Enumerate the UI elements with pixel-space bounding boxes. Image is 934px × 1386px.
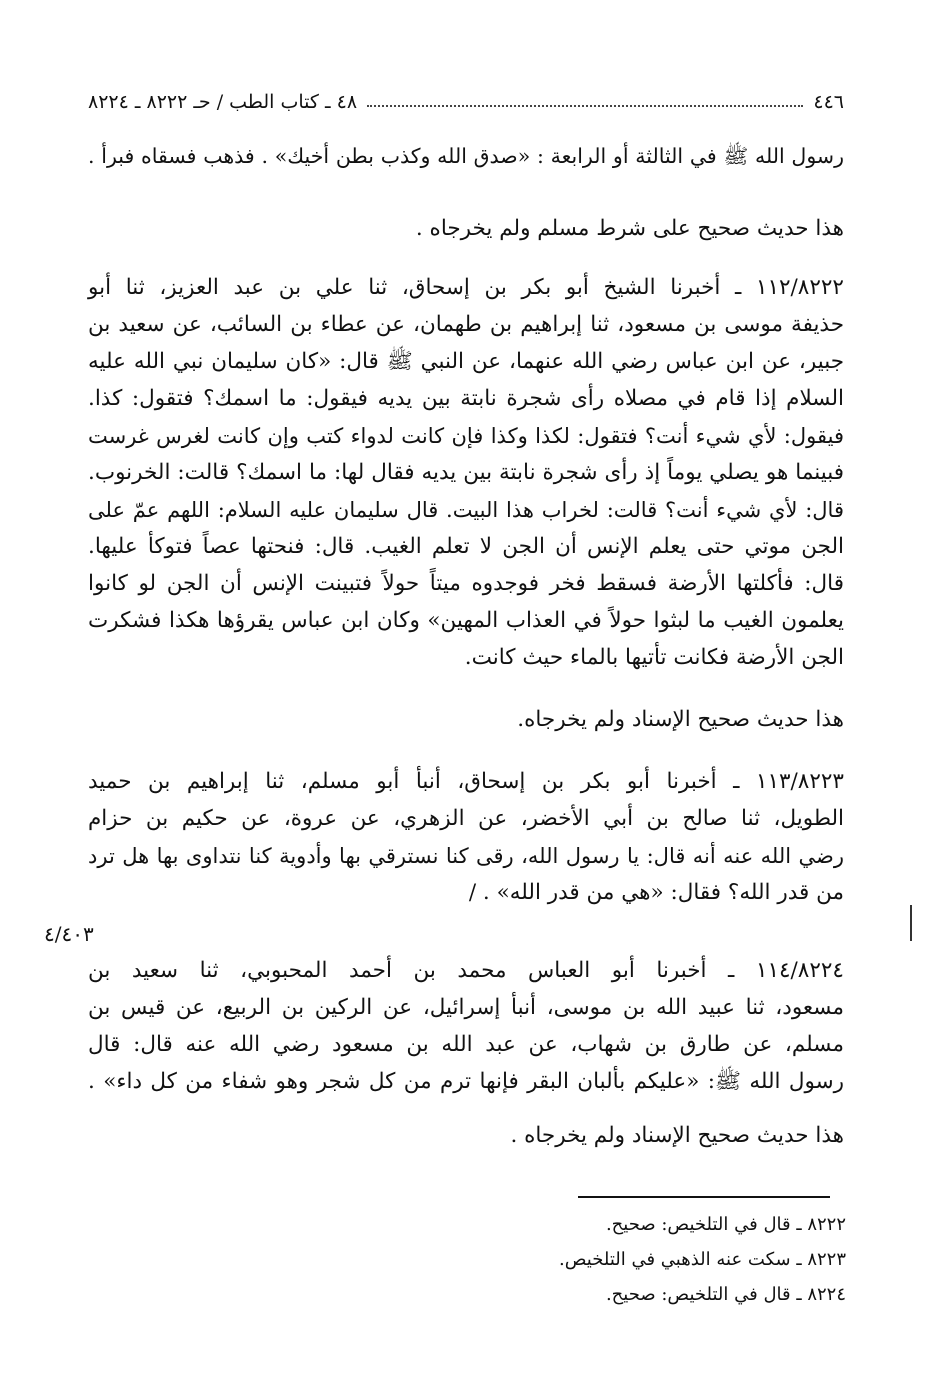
footnote-divider — [578, 1196, 830, 1198]
text-line: قال: لأي شيء أنت؟ قالت: لخراب هذا البيت. قال سليمان عليه السلام: اللهم عمّ على — [88, 498, 844, 522]
text-line: الجن موتي حتى يعلم الإنس أن الجن لا تعلم الغيب. قال: فنحتها عصاً فتوكأ عليها. — [88, 534, 844, 559]
text-line: حذيفة موسى بن مسعود، ثنا إبراهيم بن طهمان، عن عطاء بن السائب، عن سعيد بن — [88, 312, 844, 337]
text-line: الجن الأرضة فكانت تأتيها بالماء حيث كانت. — [464, 645, 844, 670]
text-line: رسول الله ﷺ: «عليكم بألبان البقر فإنها ترم من كل شجر وهو شفاء من كل داء» . — [88, 1069, 844, 1094]
text-line: يعلمون الغيب ما لبثوا حولاً في العذاب المهين» وكان ابن عباس يقرؤها هكذا فشكرت — [88, 608, 844, 633]
margin-marker-bar — [910, 905, 912, 941]
text-line: فبينما هو يصلي يوماً إذ رأى شجرة نابتة بين يديه فقال لها: ما اسمك؟ قالت: الخرنوب. — [88, 460, 844, 485]
hadith-8223-line: ١١٣/٨٢٢٣ ـ أخبرنا أبو بكر بن إسحاق، أنبأ أبو مسلم، ثنا إبراهيم بن حميد — [88, 769, 844, 794]
text-line: من قدر الله؟ فقال: «هي من قدر الله» . / — [468, 880, 844, 905]
text-line: رسول الله ﷺ في الثالثة أو الرابعة : «صدق الله وكذب بطن أخيك» . فذهب فسقاه فبرأ . — [88, 144, 844, 168]
header-dot-leader — [367, 105, 803, 107]
text-line: مسلم، عن طارق بن شهاب، عن عبد الله بن مسعود رضي الله عنه قال: قال — [88, 1032, 844, 1057]
margin-page-reference: ٤/٤٠٣ — [44, 922, 94, 946]
text-line: جبير، عن ابن عباس رضي الله عنهما، عن النبي ﷺ قال: «كان سليمان نبي الله عليه — [88, 349, 844, 374]
text-line: مسعود، ثنا عبيد الله بن موسى، أنبأ إسرائيل، عن الركين بن الربيع، عن قيس بن — [88, 995, 844, 1020]
page-header — [88, 86, 844, 118]
footnote-8223: ٨٢٢٣ ـ سكت عنه الذهبي في التلخيص. — [559, 1249, 846, 1270]
footnote-8222: ٨٢٢٢ ـ قال في التلخيص: صحيح. — [605, 1214, 846, 1235]
hadith-8224-line: ١١٤/٨٢٢٤ ـ أخبرنا أبو العباس محمد بن أحمد المحبوبي، ثنا سعيد بن — [88, 958, 844, 983]
text-line: رضي الله عنه أنه قال: يا رسول الله، رقى كنا نسترقي بها وأدوية كنا نتداوى بها هل ترد — [88, 844, 845, 868]
verdict-line: هذا حديث صحيح الإسناد ولم يخرجاه . — [510, 1123, 844, 1148]
text-line: السلام إذا قام في مصلاه رأى شجرة نابتة بين يديه فيقول: ما اسمك؟ فتقول: كذا. — [88, 386, 845, 411]
running-title: ٤٨ ـ كتاب الطب / حـ ٨٢٢٢ ـ ٨٢٢٤ — [88, 91, 358, 113]
hadith-8222-line: ١١٢/٨٢٢٢ ـ أخبرنا الشيخ أبو بكر بن إسحاق، ثنا علي بن عبد العزيز، ثنا أبو — [88, 275, 844, 300]
text-line: الطويل، ثنا صالح بن أبي الأخضر، عن الزهري، عن عروة، عن حكيم بن حزام — [88, 806, 844, 831]
verdict-line: هذا حديث صحيح الإسناد ولم يخرجاه. — [517, 707, 844, 732]
text-line: فيقول: لأي شيء أنت؟ فتقول: لكذا وكذا فإن كانت لدواء كتب وإن كانت لغرس غرست — [88, 424, 844, 448]
footnote-8224: ٨٢٢٤ ـ قال في التلخيص: صحيح. — [605, 1284, 846, 1305]
verdict-line: هذا حديث صحيح على شرط مسلم ولم يخرجاه . — [415, 216, 844, 241]
page-number: ٤٤٦ — [813, 91, 844, 113]
text-line: قال: فأكلتها الأرضة فسقط فخر فوجدوه ميتاً حولاً فتبينت الإنس أن الجن لو كانوا — [88, 571, 844, 596]
